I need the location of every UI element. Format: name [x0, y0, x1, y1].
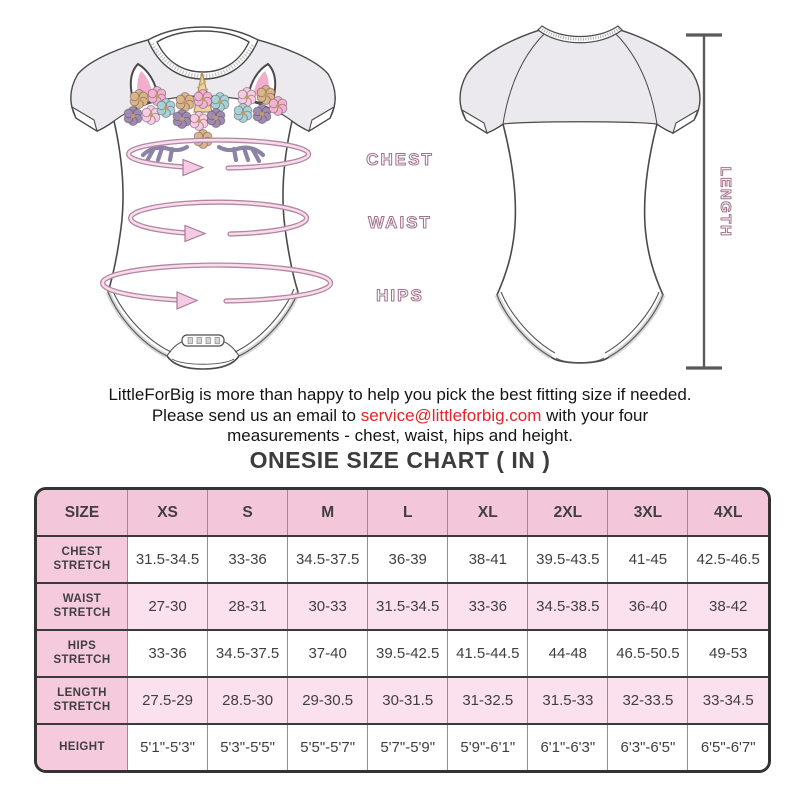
size-value-cell: 37-40 [288, 630, 368, 677]
front-onesie-illustration [71, 27, 335, 369]
row-label-cell: HIPS STRETCH [37, 630, 128, 677]
note-line-2: Please send us an email to service@littleforbig.com with your four [151, 405, 649, 425]
size-value-cell: 30-33 [288, 583, 368, 630]
header-cell-l: L [368, 490, 448, 536]
header-cell-m: M [288, 490, 368, 536]
size-value-cell: 5'3"-5'5" [208, 724, 288, 770]
size-value-cell: 28-31 [208, 583, 288, 630]
header-cell-2xl: 2XL [528, 490, 608, 536]
note-line-3: measurements - chest, waist, hips and height. [227, 426, 573, 445]
size-value-cell: 28.5-30 [208, 677, 288, 724]
back-onesie-illustration [460, 26, 700, 363]
header-cell-3xl: 3XL [608, 490, 688, 536]
size-value-cell: 31-32.5 [448, 677, 528, 724]
header-cell-size: SIZE [37, 490, 128, 536]
size-value-cell: 5'7"-5'9" [368, 724, 448, 770]
size-value-cell: 36-40 [608, 583, 688, 630]
size-value-cell: 41.5-44.5 [448, 630, 528, 677]
size-value-cell: 39.5-43.5 [528, 536, 608, 583]
row-label-cell: HEIGHT [37, 724, 128, 770]
size-value-cell: 30-31.5 [368, 677, 448, 724]
waist-label: WAIST [368, 213, 432, 232]
size-value-cell: 32-33.5 [608, 677, 688, 724]
table-row [37, 630, 768, 677]
support-email: service@littleforbig.com [360, 405, 542, 425]
note-line-1: LittleForBig is more than happy to help you pick the best fitting size if needed. [108, 385, 692, 404]
size-value-cell: 36-39 [368, 536, 448, 583]
size-value-cell: 38-42 [688, 583, 768, 630]
row-label-cell: WAIST STRETCH [37, 583, 128, 630]
size-chart-body [37, 536, 768, 770]
size-value-cell: 6'1"-6'3" [528, 724, 608, 770]
size-value-cell: 6'3"-6'5" [608, 724, 688, 770]
row-label-cell: LENGTH STRETCH [37, 677, 128, 724]
size-chart-table-wrap [34, 487, 771, 773]
size-value-cell: 34.5-38.5 [528, 583, 608, 630]
size-value-cell: 33-34.5 [688, 677, 768, 724]
sizing-help-note [0, 385, 800, 447]
size-value-cell: 31.5-34.5 [128, 536, 208, 583]
size-value-cell: 33-36 [128, 630, 208, 677]
size-value-cell: 39.5-42.5 [368, 630, 448, 677]
page-title: ONESIE SIZE CHART ( IN ) [249, 447, 551, 473]
hips-label: HIPS [376, 286, 424, 305]
size-value-cell: 6'5"-6'7" [688, 724, 768, 770]
size-value-cell: 34.5-37.5 [288, 536, 368, 583]
size-value-cell: 29-30.5 [288, 677, 368, 724]
size-value-cell: 49-53 [688, 630, 768, 677]
size-value-cell: 42.5-46.5 [688, 536, 768, 583]
size-value-cell: 27-30 [128, 583, 208, 630]
size-value-cell: 44-48 [528, 630, 608, 677]
size-value-cell: 34.5-37.5 [208, 630, 288, 677]
header-cell-xs: XS [128, 490, 208, 536]
size-value-cell: 5'1"-5'3" [128, 724, 208, 770]
size-value-cell: 31.5-34.5 [368, 583, 448, 630]
length-label: LENGTH [717, 166, 734, 238]
size-value-cell: 33-36 [448, 583, 528, 630]
table-row [37, 724, 768, 770]
chest-label: CHEST [366, 150, 434, 169]
size-value-cell: 5'5"-5'7" [288, 724, 368, 770]
table-row [37, 583, 768, 630]
size-chart-table [37, 490, 768, 770]
size-chart-header-row [37, 490, 768, 536]
size-value-cell: 33-36 [208, 536, 288, 583]
size-value-cell: 31.5-33 [528, 677, 608, 724]
size-value-cell: 46.5-50.5 [608, 630, 688, 677]
row-label-cell: CHEST STRETCH [37, 536, 128, 583]
header-cell-s: S [208, 490, 288, 536]
size-value-cell: 5'9"-6'1" [448, 724, 528, 770]
header-cell-4xl: 4XL [688, 490, 768, 536]
size-value-cell: 38-41 [448, 536, 528, 583]
measurement-illustration [0, 0, 800, 385]
size-value-cell: 41-45 [608, 536, 688, 583]
table-row [37, 677, 768, 724]
header-cell-xl: XL [448, 490, 528, 536]
table-row [37, 536, 768, 583]
size-value-cell: 27.5-29 [128, 677, 208, 724]
